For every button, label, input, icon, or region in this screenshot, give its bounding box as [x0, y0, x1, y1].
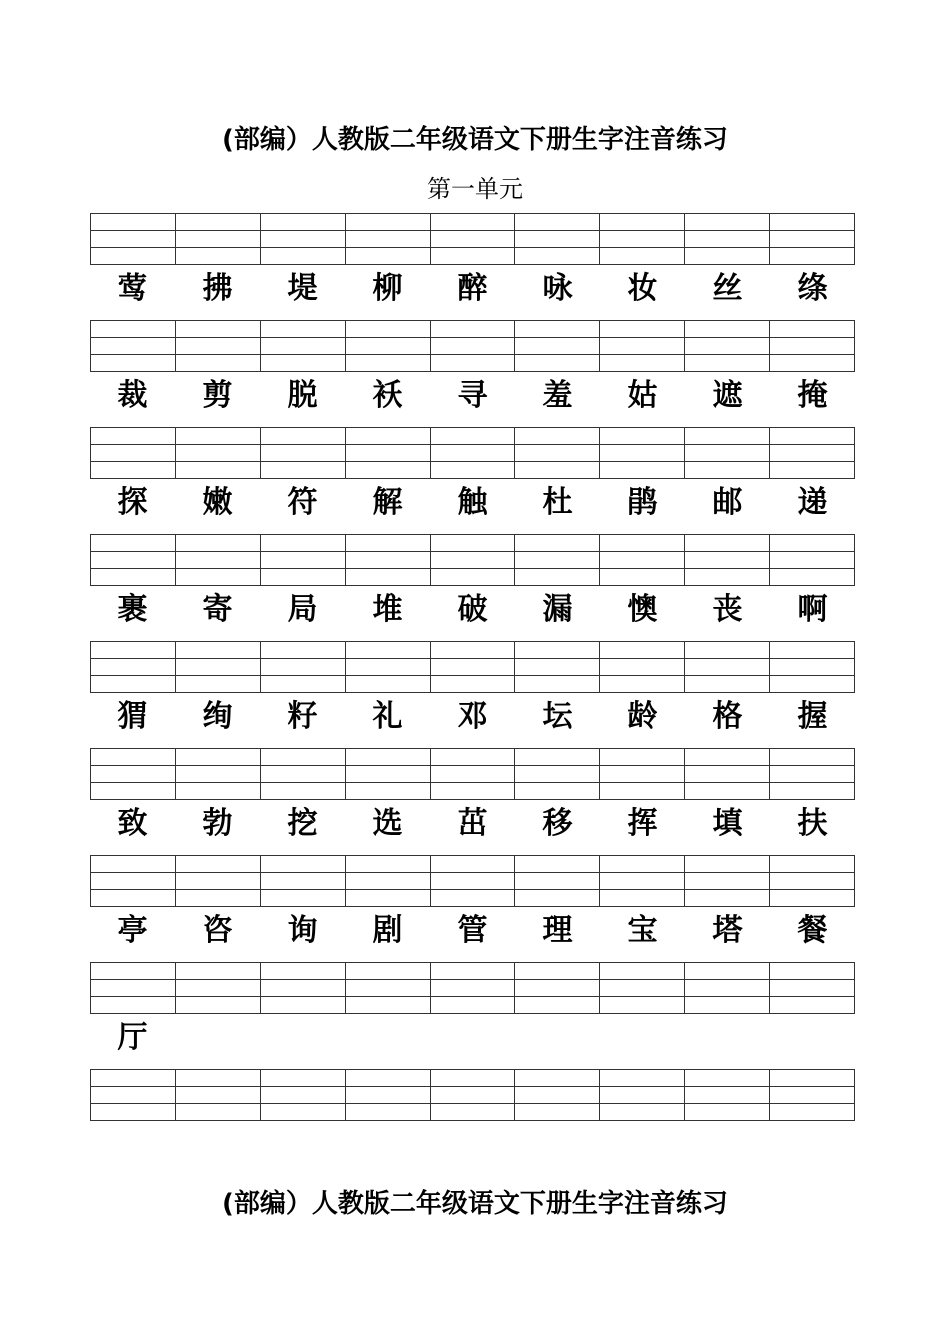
- pinyin-cell[interactable]: [175, 445, 260, 462]
- pinyin-cell[interactable]: [345, 321, 430, 338]
- hanzi-character: 脱: [287, 378, 318, 413]
- pinyin-cell[interactable]: [175, 873, 260, 890]
- pinyin-cell[interactable]: [175, 535, 260, 552]
- pinyin-cell[interactable]: [175, 659, 260, 676]
- hanzi-character: 裹: [117, 592, 148, 627]
- hanzi-character: 握: [797, 699, 828, 734]
- pinyin-grid[interactable]: [90, 748, 855, 800]
- pinyin-cell[interactable]: [770, 749, 855, 766]
- hanzi-character: 堤: [287, 271, 318, 306]
- hanzi-character: 亭: [117, 913, 148, 948]
- pinyin-cell[interactable]: [260, 873, 345, 890]
- hanzi-character: 餐: [797, 913, 828, 948]
- hanzi-character: 丧: [712, 592, 743, 627]
- pinyin-cell[interactable]: [515, 231, 600, 248]
- pinyin-cell[interactable]: [515, 980, 600, 997]
- pinyin-cell[interactable]: [175, 1070, 260, 1087]
- pinyin-cell[interactable]: [175, 1104, 260, 1121]
- pinyin-cell[interactable]: [515, 659, 600, 676]
- pinyin-grid[interactable]: [90, 962, 855, 1014]
- pinyin-cell[interactable]: [430, 1104, 515, 1121]
- pinyin-cell[interactable]: [175, 338, 260, 355]
- pinyin-cell[interactable]: [685, 1070, 770, 1087]
- pinyin-cell[interactable]: [770, 1104, 855, 1121]
- pinyin-cell[interactable]: [345, 1087, 430, 1104]
- pinyin-cell[interactable]: [260, 642, 345, 659]
- pinyin-cell[interactable]: [685, 659, 770, 676]
- pinyin-cell[interactable]: [260, 963, 345, 980]
- pinyin-cell[interactable]: [91, 445, 176, 462]
- pinyin-grid[interactable]: [90, 855, 855, 907]
- hanzi-character: 填: [712, 806, 743, 841]
- pinyin-cell[interactable]: [770, 552, 855, 569]
- hanzi-character: 勃: [202, 806, 233, 841]
- pinyin-cell[interactable]: [685, 214, 770, 231]
- pinyin-grid[interactable]: [90, 641, 855, 693]
- pinyin-cell[interactable]: [515, 1070, 600, 1087]
- pinyin-cell[interactable]: [260, 749, 345, 766]
- pinyin-cell[interactable]: [685, 321, 770, 338]
- pinyin-cell[interactable]: [600, 766, 685, 783]
- pinyin-cell[interactable]: [91, 535, 176, 552]
- pinyin-cell[interactable]: [175, 963, 260, 980]
- pinyin-cell[interactable]: [345, 338, 430, 355]
- pinyin-cell[interactable]: [430, 749, 515, 766]
- hanzi-character: 局: [287, 592, 318, 627]
- pinyin-cell[interactable]: [345, 749, 430, 766]
- hanzi-character: 解: [372, 485, 403, 520]
- pinyin-cell[interactable]: [600, 321, 685, 338]
- pinyin-cell[interactable]: [430, 214, 515, 231]
- pinyin-cell[interactable]: [91, 321, 176, 338]
- pinyin-cell[interactable]: [600, 659, 685, 676]
- hanzi-character: 遮: [712, 378, 743, 413]
- hanzi-character: 掩: [797, 378, 828, 413]
- hanzi-character: 扶: [797, 806, 828, 841]
- pinyin-cell[interactable]: [91, 552, 176, 569]
- pinyin-cell[interactable]: [600, 963, 685, 980]
- pinyin-cell[interactable]: [91, 856, 176, 873]
- hanzi-character: 管: [457, 913, 488, 948]
- pinyin-cell[interactable]: [770, 1070, 855, 1087]
- pinyin-cell[interactable]: [175, 214, 260, 231]
- pinyin-cell[interactable]: [600, 856, 685, 873]
- pinyin-cell[interactable]: [515, 1104, 600, 1121]
- pinyin-cell[interactable]: [91, 766, 176, 783]
- pinyin-cell[interactable]: [600, 873, 685, 890]
- pinyin-cell[interactable]: [345, 873, 430, 890]
- pinyin-cell[interactable]: [91, 214, 176, 231]
- pinyin-cell[interactable]: [175, 766, 260, 783]
- pinyin-cell[interactable]: [175, 428, 260, 445]
- hanzi-character: 寻: [457, 378, 488, 413]
- hanzi-character: 堆: [372, 592, 403, 627]
- pinyin-cell[interactable]: [175, 321, 260, 338]
- next-page-title: (部编）人教版二年级语文下册生字注音练习: [222, 1189, 728, 1219]
- pinyin-cell[interactable]: [600, 338, 685, 355]
- hanzi-character: 莺: [117, 271, 148, 306]
- hanzi-character: 绦: [797, 271, 828, 306]
- pinyin-cell[interactable]: [260, 445, 345, 462]
- hanzi-character: 猬: [117, 699, 148, 734]
- pinyin-cell[interactable]: [345, 766, 430, 783]
- pinyin-cell[interactable]: [345, 552, 430, 569]
- pinyin-cell[interactable]: [345, 214, 430, 231]
- pinyin-cell[interactable]: [430, 963, 515, 980]
- hanzi-character: 宝: [627, 913, 658, 948]
- hanzi-character: 寄: [202, 592, 233, 627]
- hanzi-character: 柳: [372, 271, 403, 306]
- pinyin-cell[interactable]: [685, 856, 770, 873]
- pinyin-cell[interactable]: [430, 980, 515, 997]
- hanzi-character: 触: [457, 485, 488, 520]
- pinyin-grid[interactable]: [90, 213, 855, 265]
- pinyin-grid[interactable]: [90, 1069, 855, 1121]
- pinyin-cell[interactable]: [430, 642, 515, 659]
- pinyin-cell[interactable]: [345, 445, 430, 462]
- pinyin-cell[interactable]: [175, 642, 260, 659]
- pinyin-grid[interactable]: [90, 427, 855, 479]
- hanzi-character: 剪: [202, 378, 233, 413]
- hanzi-character: 啊: [797, 592, 828, 627]
- unit-title: 第一单元: [427, 175, 523, 203]
- hanzi-character: 籽: [287, 699, 318, 734]
- hanzi-character: 丝: [712, 271, 743, 306]
- pinyin-cell[interactable]: [770, 1087, 855, 1104]
- hanzi-character: 姑: [627, 378, 658, 413]
- pinyin-cell[interactable]: [600, 428, 685, 445]
- hanzi-character: 符: [287, 485, 318, 520]
- pinyin-cell[interactable]: [260, 428, 345, 445]
- hanzi-character: 绚: [202, 699, 233, 734]
- pinyin-cell[interactable]: [430, 428, 515, 445]
- pinyin-cell[interactable]: [685, 1087, 770, 1104]
- pinyin-cell[interactable]: [260, 321, 345, 338]
- hanzi-character: 懊: [627, 592, 658, 627]
- pinyin-cell[interactable]: [515, 445, 600, 462]
- pinyin-cell[interactable]: [430, 552, 515, 569]
- pinyin-cell[interactable]: [600, 1087, 685, 1104]
- pinyin-cell[interactable]: [515, 321, 600, 338]
- hanzi-character: 致: [117, 806, 148, 841]
- character-row: [90, 368, 855, 424]
- hanzi-character: 茁: [457, 806, 488, 841]
- pinyin-cell[interactable]: [345, 980, 430, 997]
- hanzi-character: 格: [712, 699, 743, 734]
- pinyin-cell[interactable]: [515, 214, 600, 231]
- pinyin-cell[interactable]: [91, 1070, 176, 1087]
- pinyin-cell[interactable]: [770, 873, 855, 890]
- hanzi-character: 羞: [542, 378, 573, 413]
- pinyin-cell[interactable]: [175, 856, 260, 873]
- pinyin-cell[interactable]: [260, 552, 345, 569]
- hanzi-character: 挖: [287, 806, 318, 841]
- hanzi-character: 邮: [712, 485, 743, 520]
- pinyin-cell[interactable]: [430, 338, 515, 355]
- pinyin-cell[interactable]: [770, 338, 855, 355]
- pinyin-cell[interactable]: [260, 1087, 345, 1104]
- pinyin-cell[interactable]: [91, 1087, 176, 1104]
- character-row: [90, 582, 855, 638]
- pinyin-cell[interactable]: [260, 980, 345, 997]
- pinyin-cell[interactable]: [91, 642, 176, 659]
- hanzi-character: 杜: [542, 485, 573, 520]
- pinyin-cell[interactable]: [515, 535, 600, 552]
- pinyin-cell[interactable]: [685, 963, 770, 980]
- pinyin-cell[interactable]: [600, 552, 685, 569]
- pinyin-cell[interactable]: [260, 338, 345, 355]
- pinyin-cell[interactable]: [770, 659, 855, 676]
- pinyin-cell[interactable]: [685, 552, 770, 569]
- pinyin-cell[interactable]: [430, 766, 515, 783]
- pinyin-cell[interactable]: [770, 445, 855, 462]
- pinyin-grid[interactable]: [90, 534, 855, 586]
- pinyin-cell[interactable]: [345, 231, 430, 248]
- pinyin-cell[interactable]: [770, 856, 855, 873]
- pinyin-cell[interactable]: [260, 1104, 345, 1121]
- pinyin-cell[interactable]: [685, 445, 770, 462]
- pinyin-cell[interactable]: [515, 766, 600, 783]
- character-row: [90, 796, 855, 852]
- pinyin-cell[interactable]: [345, 428, 430, 445]
- pinyin-cell[interactable]: [685, 980, 770, 997]
- hanzi-character: 塔: [712, 913, 743, 948]
- hanzi-character: 嫩: [202, 485, 233, 520]
- pinyin-cell[interactable]: [91, 1104, 176, 1121]
- pinyin-cell[interactable]: [685, 873, 770, 890]
- pinyin-cell[interactable]: [175, 1087, 260, 1104]
- pinyin-cell[interactable]: [430, 445, 515, 462]
- pinyin-cell[interactable]: [600, 1070, 685, 1087]
- pinyin-cell[interactable]: [685, 642, 770, 659]
- pinyin-cell[interactable]: [260, 856, 345, 873]
- pinyin-cell[interactable]: [345, 963, 430, 980]
- pinyin-cell[interactable]: [515, 749, 600, 766]
- pinyin-cell[interactable]: [600, 231, 685, 248]
- pinyin-cell[interactable]: [600, 1104, 685, 1121]
- hanzi-character: 探: [117, 485, 148, 520]
- pinyin-cell[interactable]: [515, 873, 600, 890]
- character-row: [90, 1010, 855, 1066]
- pinyin-cell[interactable]: [260, 659, 345, 676]
- pinyin-cell[interactable]: [600, 445, 685, 462]
- pinyin-cell[interactable]: [260, 1070, 345, 1087]
- pinyin-cell[interactable]: [770, 214, 855, 231]
- hanzi-character: 厅: [117, 1020, 148, 1055]
- pinyin-cell[interactable]: [91, 659, 176, 676]
- pinyin-cell[interactable]: [175, 231, 260, 248]
- pinyin-cell[interactable]: [685, 749, 770, 766]
- hanzi-character: 递: [797, 485, 828, 520]
- hanzi-character: 袄: [372, 378, 403, 413]
- pinyin-cell[interactable]: [515, 963, 600, 980]
- pinyin-cell[interactable]: [770, 963, 855, 980]
- character-row: [90, 903, 855, 959]
- pinyin-cell[interactable]: [430, 231, 515, 248]
- pinyin-cell[interactable]: [260, 766, 345, 783]
- hanzi-character: 剧: [372, 913, 403, 948]
- pinyin-cell[interactable]: [175, 552, 260, 569]
- pinyin-cell[interactable]: [175, 980, 260, 997]
- hanzi-character: 妆: [627, 271, 658, 306]
- pinyin-cell[interactable]: [770, 428, 855, 445]
- pinyin-cell[interactable]: [515, 1087, 600, 1104]
- hanzi-character: 鹃: [627, 485, 658, 520]
- hanzi-character: 拂: [202, 271, 233, 306]
- hanzi-character: 裁: [117, 378, 148, 413]
- hanzi-character: 漏: [542, 592, 573, 627]
- pinyin-cell[interactable]: [260, 231, 345, 248]
- pinyin-cell[interactable]: [430, 1087, 515, 1104]
- pinyin-cell[interactable]: [515, 856, 600, 873]
- pinyin-cell[interactable]: [91, 873, 176, 890]
- pinyin-cell[interactable]: [600, 642, 685, 659]
- hanzi-character: 咏: [542, 271, 573, 306]
- pinyin-cell[interactable]: [430, 856, 515, 873]
- hanzi-character: 礼: [372, 699, 403, 734]
- pinyin-cell[interactable]: [770, 766, 855, 783]
- pinyin-cell[interactable]: [91, 338, 176, 355]
- pinyin-cell[interactable]: [600, 214, 685, 231]
- hanzi-character: 坛: [542, 699, 573, 734]
- pinyin-cell[interactable]: [770, 321, 855, 338]
- pinyin-cell[interactable]: [600, 535, 685, 552]
- pinyin-cell[interactable]: [260, 535, 345, 552]
- character-row: [90, 689, 855, 745]
- pinyin-cell[interactable]: [91, 749, 176, 766]
- pinyin-cell[interactable]: [685, 1104, 770, 1121]
- hanzi-character: 询: [287, 913, 318, 948]
- pinyin-cell[interactable]: [345, 856, 430, 873]
- pinyin-cell[interactable]: [345, 1104, 430, 1121]
- pinyin-cell[interactable]: [430, 535, 515, 552]
- pinyin-cell[interactable]: [600, 749, 685, 766]
- page-title: (部编）人教版二年级语文下册生字注音练习: [222, 125, 728, 155]
- pinyin-cell[interactable]: [430, 321, 515, 338]
- hanzi-character: 咨: [202, 913, 233, 948]
- pinyin-cell[interactable]: [770, 980, 855, 997]
- hanzi-character: 移: [542, 806, 573, 841]
- pinyin-cell[interactable]: [770, 535, 855, 552]
- pinyin-cell[interactable]: [770, 642, 855, 659]
- hanzi-character: 选: [372, 806, 403, 841]
- pinyin-cell[interactable]: [685, 766, 770, 783]
- pinyin-cell[interactable]: [430, 873, 515, 890]
- hanzi-character: 邓: [457, 699, 488, 734]
- pinyin-cell[interactable]: [685, 231, 770, 248]
- pinyin-cell[interactable]: [345, 659, 430, 676]
- hanzi-character: 破: [457, 592, 488, 627]
- pinyin-cell[interactable]: [515, 428, 600, 445]
- pinyin-cell[interactable]: [91, 428, 176, 445]
- pinyin-cell[interactable]: [91, 963, 176, 980]
- hanzi-character: 挥: [627, 806, 658, 841]
- pinyin-cell[interactable]: [345, 535, 430, 552]
- pinyin-cell[interactable]: [345, 1070, 430, 1087]
- pinyin-cell[interactable]: [600, 980, 685, 997]
- pinyin-cell[interactable]: [430, 1070, 515, 1087]
- character-row: [90, 475, 855, 531]
- pinyin-cell[interactable]: [260, 214, 345, 231]
- pinyin-cell[interactable]: [175, 749, 260, 766]
- character-row: [90, 261, 855, 317]
- pinyin-cell[interactable]: [685, 428, 770, 445]
- pinyin-cell[interactable]: [515, 338, 600, 355]
- pinyin-cell[interactable]: [91, 980, 176, 997]
- pinyin-cell[interactable]: [685, 535, 770, 552]
- hanzi-character: 醉: [457, 271, 488, 306]
- pinyin-cell[interactable]: [515, 552, 600, 569]
- pinyin-cell[interactable]: [685, 338, 770, 355]
- pinyin-cell[interactable]: [515, 642, 600, 659]
- pinyin-cell[interactable]: [770, 231, 855, 248]
- pinyin-grid[interactable]: [90, 320, 855, 372]
- hanzi-character: 龄: [627, 699, 658, 734]
- hanzi-character: 理: [542, 913, 573, 948]
- pinyin-cell[interactable]: [91, 231, 176, 248]
- pinyin-cell[interactable]: [345, 642, 430, 659]
- pinyin-cell[interactable]: [430, 659, 515, 676]
